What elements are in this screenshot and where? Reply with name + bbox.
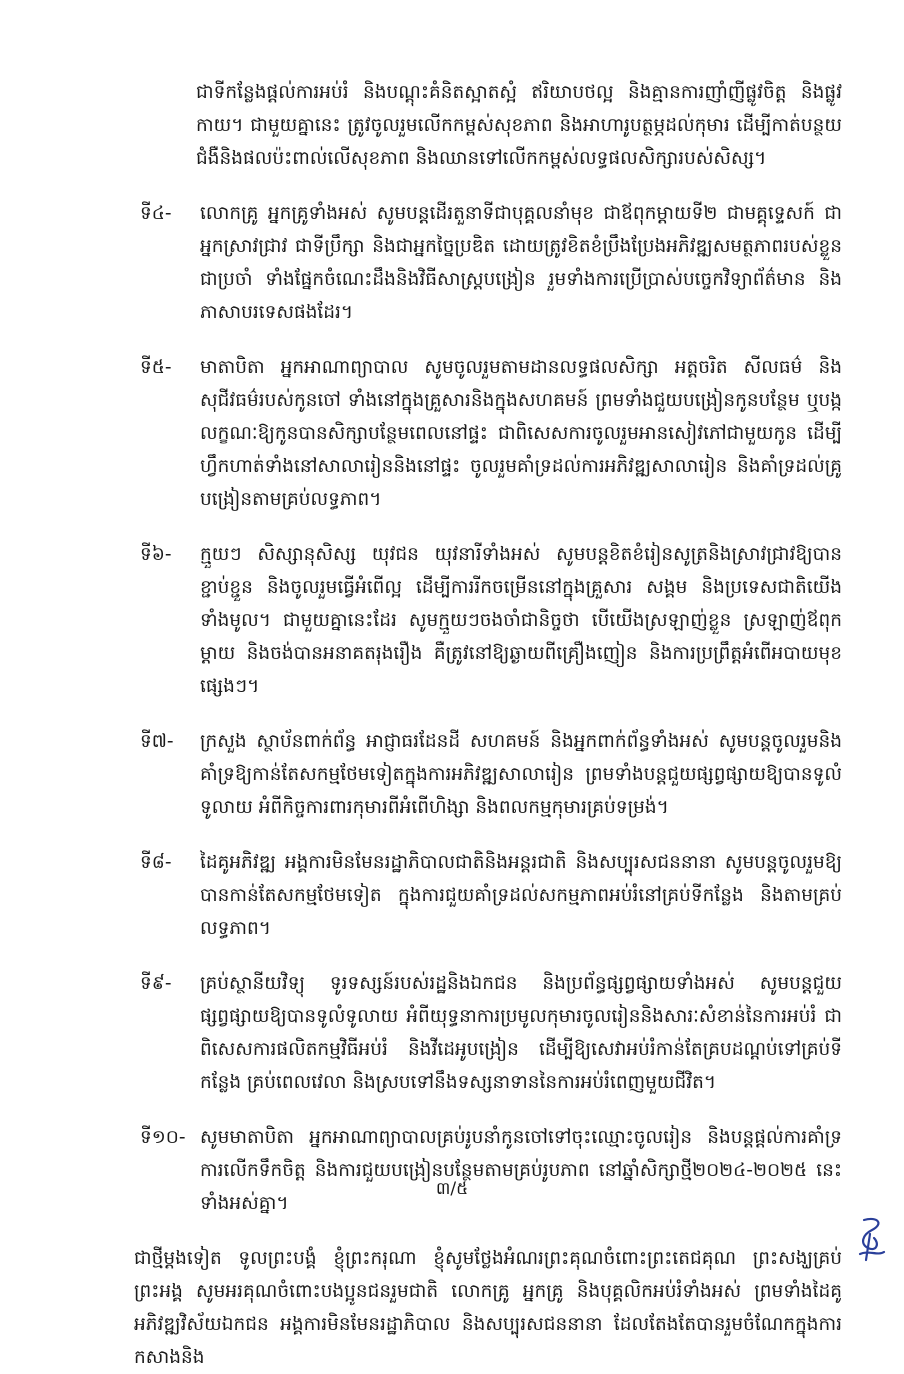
item-number: ទី៦- bbox=[140, 544, 172, 565]
item-number: ទី៩- bbox=[140, 973, 172, 994]
item-number: ទី១០- bbox=[140, 1127, 186, 1148]
item-text: មាតាបិតា អ្នកអាណាព្យាបាល សូមចូលរួមតាមដានលទ្ធផលសិក្សា អត្តចរិត សីលធម៌ និងសុជីវធម៌របស់កូនចៅ ទាំងនៅក្នុងគ្រួសារនិងក្នុងសហគមន៍ ព្រមទាំងជួយបង្រៀនកូនបន្ថែម ឬបង្កលក្ខណៈឱ្យកូនបានសិក្សាបន្ថែមពេលនៅផ្ទះ ជាពិសេសការចូលរួមអានសៀវភៅជាមួយកូន ដើម្បីហ្វឹកហាត់ទាំងនៅសាលារៀននិងនៅផ្ទះ ចូលរួមគាំទ្រដល់ការអភិវឌ្ឍសាលារៀន និងគាំទ្រដល់គ្រូបង្រៀនតាមគ្រប់លទ្ធភាព។ bbox=[200, 357, 842, 510]
list-item bbox=[140, 197, 842, 329]
item-number: ទី៤- bbox=[140, 203, 172, 224]
continuation-paragraph: ជាទីកន្លែងផ្តល់ការអប់រំ និងបណ្តុះគំនិតស្អាតស្អំ ឥរិយាបថល្អ និងគ្មានការញាំញីផ្លូវចិត្ត និងផ្លូវកាយ។ ជាមួយគ្នានេះ ត្រូវចូលរួមលើកកម្ពស់សុខភាព និងអាហារូបត្ថម្ភដល់កុមារ ដើម្បីកាត់បន្ថយជំងឺនិងផលប៉ះពាល់លើសុខភាព និងឈានទៅលើកកម្ពស់លទ្ធផលសិក្សារបស់សិស្ស។ bbox=[196, 82, 842, 169]
item-text: គ្រប់ស្ថានីយវិទ្យុ ទូរទស្សន៍របស់រដ្ឋនិងឯកជន និងប្រព័ន្ធផ្សព្វផ្សាយទាំងអស់ សូមបន្តជួយផ្សព្វផ្សាយឱ្យបានទូលំទូលាយ អំពីយុទ្ធនាការប្រមូលកុមារចូលរៀននិងសារៈសំខាន់នៃការអប់រំ ជាពិសេសការផលិតកម្មវិធីអប់រំ និងវីដេអូបង្រៀន ដើម្បីឱ្យសេវាអប់រំកាន់តែគ្របដណ្តប់ទៅគ្រប់ទីកន្លែង គ្រប់ពេលវេលា និងស្របទៅនឹងទស្សនាទាននៃការអប់រំពេញមួយជីវិត។ bbox=[200, 973, 842, 1093]
list-item bbox=[140, 725, 842, 824]
item-number: ទី៨- bbox=[140, 852, 172, 873]
list-item bbox=[140, 1121, 842, 1220]
item-number: ទី៥- bbox=[140, 357, 172, 378]
item-number: ទី៧- bbox=[140, 731, 174, 752]
item-text: លោកគ្រូ អ្នកគ្រូទាំងអស់ សូមបន្តដើរតួនាទីជាបុគ្គលនាំមុខ ជាឪពុកម្តាយទី២ ជាមគ្គុទ្ទេសក៍ ជាអ្នកស្រាវជ្រាវ ជាទីប្រឹក្សា និងជាអ្នកច្នៃប្រឌិត ដោយត្រូវខិតខំប្រឹងប្រែងអភិវឌ្ឍសមត្ថភាពរបស់ខ្លួនជាប្រចាំ ទាំងផ្នែកចំណេះដឹងនិងវិធីសាស្ត្របង្រៀន រួមទាំងការប្រើប្រាស់បច្ចេកវិទ្យាព័ត៌មាន និងភាសាបរទេសផងដែរ។ bbox=[200, 203, 842, 323]
closing-paragraph: ជាថ្មីម្តងទៀត ទូលព្រះបង្គំ ខ្ញុំព្រះករុណា ខ្ញុំសូមថ្លែងអំណរព្រះគុណចំពោះព្រះតេជគុណ ព្រះសង្ឃគ្រប់ព្រះអង្គ សូមអរគុណចំពោះបងប្អូនជនរួមជាតិ លោកគ្រូ អ្នកគ្រូ និងបុគ្គលិកអប់រំទាំងអស់ ព្រមទាំងដៃគូអភិវឌ្ឍវិស័យឯកជន អង្គការមិនមែនរដ្ឋាភិបាល និងសប្បុរសជននានា ដែលតែងតែបានរួមចំណែកក្នុងការកសាងនិង bbox=[134, 1248, 842, 1368]
page-number: ៣/៥ bbox=[435, 1179, 469, 1199]
item-text: ក្រសួង ស្ថាប័នពាក់ព័ន្ធ អាជ្ញាធរដែនដី សហគមន៍ និងអ្នកពាក់ព័ន្ធទាំងអស់ សូមបន្តចូលរួមនិងគាំទ្រឱ្យកាន់តែសកម្មថែមទៀតក្នុងការអភិវឌ្ឍសាលារៀន ព្រមទាំងបន្តជួយផ្សព្វផ្សាយឱ្យបានទូលំទូលាយ អំពីកិច្ចការពារកុមារពីអំពើហិង្សា និងពលកម្មកុមារគ្រប់ទម្រង់។ bbox=[200, 731, 842, 818]
item-text: ក្មួយៗ សិស្សានុសិស្ស យុវជន យុវនារីទាំងអស់ សូមបន្តខិតខំរៀនសូត្រនិងស្រាវជ្រាវឱ្យបានខ្ជាប់ខ្ជួន និងចូលរួមធ្វើអំពើល្អ ដើម្បីការរីកចម្រើននៅក្នុងគ្រួសារ សង្គម និងប្រទេសជាតិយើងទាំងមូល។ ជាមួយគ្នានេះដែរ សូមក្មួយៗចងចាំជានិច្ចថា បើយើងស្រឡាញ់ខ្លួន ស្រឡាញ់ឪពុកម្តាយ និងចង់បានអនាគតរុងរឿង គឺត្រូវនៅឱ្យឆ្ងាយពីគ្រឿងញៀន និងការប្រព្រឹត្តអំពើអបាយមុខផ្សេងៗ។ bbox=[200, 544, 842, 697]
item-text: សូមមាតាបិតា អ្នកអាណាព្យាបាលគ្រប់រូបនាំកូនចៅទៅចុះឈ្មោះចូលរៀន និងបន្តផ្តល់ការគាំទ្រ ការលើកទឹកចិត្ត និងការជួយបង្រៀនបន្ថែមតាមគ្រប់រូបភាព នៅឆ្នាំសិក្សាថ្មី២០២៤-២០២៥ នេះទាំងអស់គ្នា។ bbox=[200, 1127, 842, 1214]
signature-initial bbox=[850, 1214, 890, 1264]
list-item bbox=[140, 538, 842, 703]
item-text: ដៃគូអភិវឌ្ឍ អង្គការមិនមែនរដ្ឋាភិបាលជាតិនិងអន្តរជាតិ និងសប្បុរសជននានា សូមបន្តចូលរួមឱ្យបានកាន់តែសកម្មថែមទៀត ក្នុងការជួយគាំទ្រដល់សកម្មភាពអប់រំនៅគ្រប់ទីកន្លែង និងតាមគ្រប់លទ្ធភាព។ bbox=[200, 852, 842, 939]
list-item bbox=[140, 846, 842, 945]
list-item bbox=[140, 351, 842, 516]
list-item bbox=[140, 967, 842, 1099]
